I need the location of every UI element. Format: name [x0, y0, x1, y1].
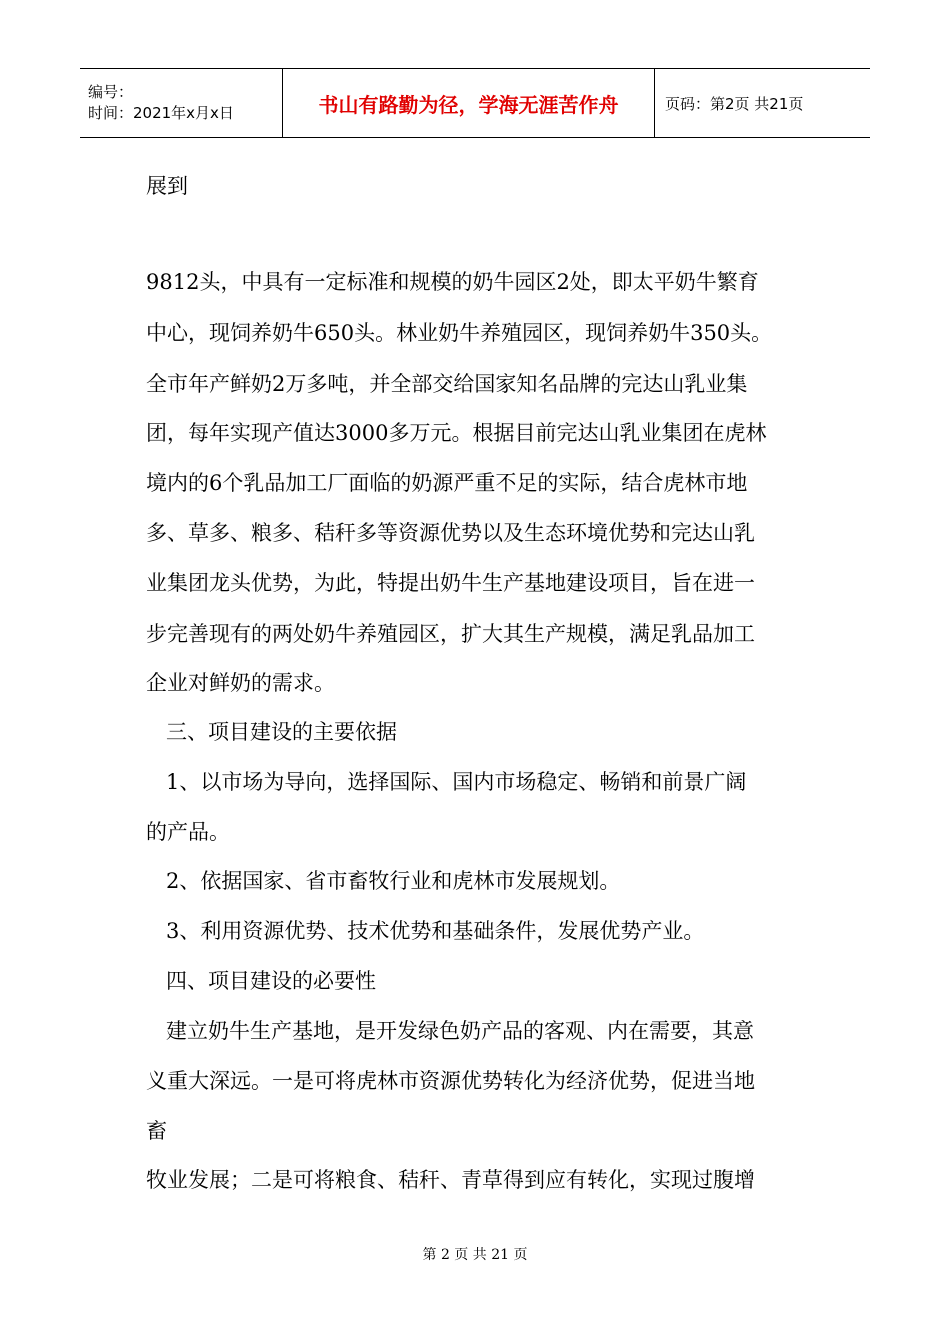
body-line: 多、草多、粮多、秸秆多等资源优势以及生态环境优势和完达山乳 — [146, 521, 755, 545]
body-line: 9812头，中具有一定标准和规模的奶牛园区2处，即太平奶牛繁育 — [146, 270, 759, 294]
body-line: 全市年产鲜奶2万多吨，并全部交给国家知名品牌的完达山乳业集 — [146, 372, 748, 396]
body-line: 团，每年实现产值达3000多万元。根据目前完达山乳业集团在虎林 — [146, 421, 767, 445]
body-line: 2、依据国家、省市畜牧行业和虎林市发展规划。 — [166, 869, 621, 893]
document-number-label: 编号： — [88, 83, 134, 101]
body-line: 3、利用资源优势、技术优势和基础条件，发展优势产业。 — [166, 919, 705, 943]
body-line: 建立奶牛生产基地，是开发绿色奶产品的客观、内在需要，其意 — [166, 1019, 754, 1043]
document-date-label: 时间：2021年x月x日 — [88, 104, 234, 122]
section-heading: 四、项目建设的必要性 — [166, 969, 376, 993]
body-line: 义重大深远。一是可将虎林市资源优势转化为经济优势，促进当地 — [146, 1069, 755, 1093]
page-header — [80, 68, 870, 138]
section-heading: 三、项目建设的主要依据 — [166, 720, 397, 744]
header-motto — [282, 69, 655, 137]
header-meta — [80, 69, 282, 137]
page-info-text: 页码：第2页 共21页 — [665, 94, 804, 113]
page-footer — [0, 1244, 950, 1264]
body-line: 中心，现饲养奶牛650头。林业奶牛养殖园区，现饲养奶牛350头。 — [146, 321, 773, 345]
body-line: 企业对鲜奶的需求。 — [146, 671, 335, 695]
body-line: 畜 — [146, 1119, 167, 1143]
header-page-info — [655, 69, 870, 137]
body-line: 1、以市场为导向，选择国际、国内市场稳定、畅销和前景广阔 — [166, 770, 747, 794]
body-line: 牧业发展；二是可将粮食、秸秆、青草得到应有转化，实现过腹增 — [146, 1168, 755, 1192]
body-line: 境内的6个乳品加工厂面临的奶源严重不足的实际，结合虎林市地 — [146, 471, 748, 495]
footer-page-number: 第 2 页 共 21 页 — [422, 1247, 528, 1263]
motto-text: 书山有路勤为径，学海无涯苦作舟 — [318, 92, 619, 117]
body-line: 业集团龙头优势，为此，特提出奶牛生产基地建设项目，旨在进一 — [146, 571, 755, 595]
body-line: 展到 — [146, 174, 188, 198]
body-line: 的产品。 — [146, 820, 230, 844]
body-line: 步完善现有的两处奶牛养殖园区，扩大其生产规模，满足乳品加工 — [146, 622, 755, 646]
